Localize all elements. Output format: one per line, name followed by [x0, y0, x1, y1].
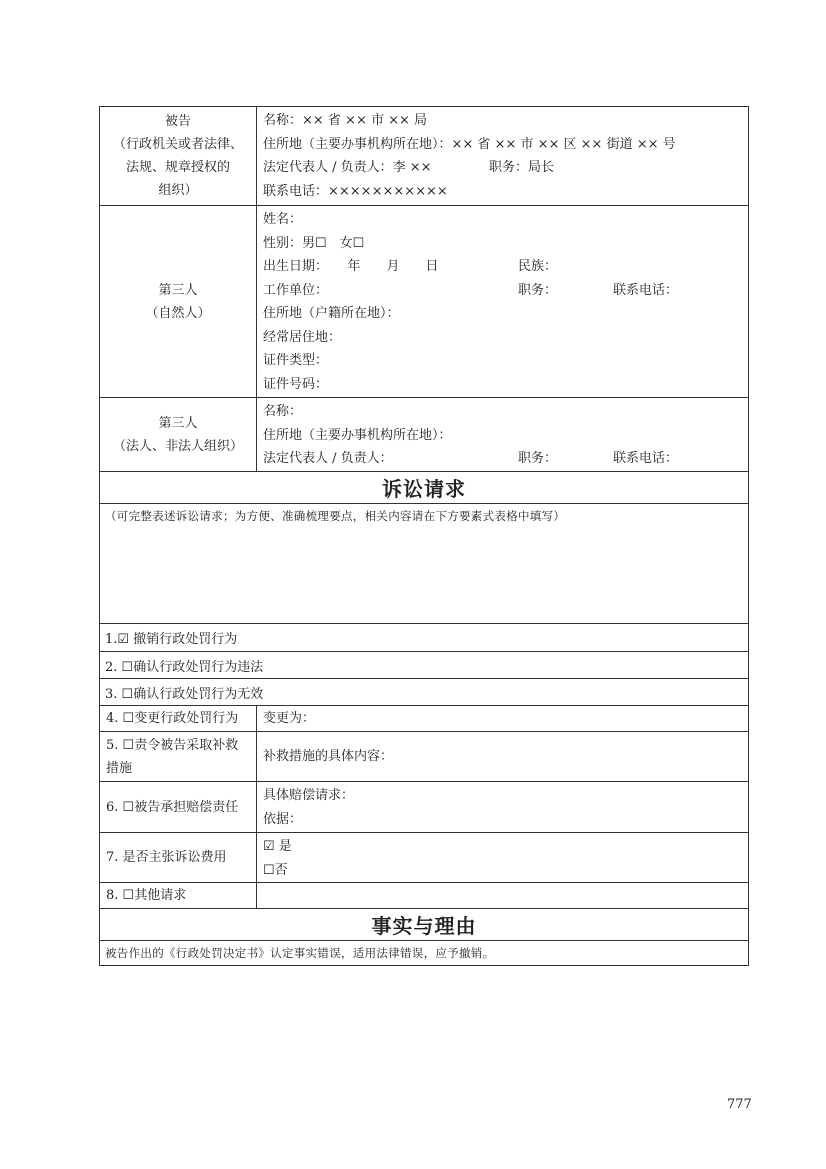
claim-6-row [100, 781, 748, 832]
third-natural-details [257, 206, 748, 397]
defendant-position: 职务：局长 [489, 160, 555, 175]
claim-6: 6. ☐被告承担赔偿责任 [100, 782, 257, 832]
claim-2: 2. ☐确认行政处罚行为违法 [105, 659, 264, 675]
third-natural-gender: 性别：男☐ 女☐ [263, 235, 365, 251]
page-number: 777 [727, 1097, 752, 1112]
defendant-address: 住所地（主要办事机构所在地）：×× 省 ×× 市 ×× 区 ×× 街道 ×× 号 [263, 136, 676, 152]
third-natural-id-no: 证件号码： [263, 376, 329, 392]
facts-title: 事实与理由 [100, 908, 748, 940]
claim-7-yes: ☑ 是 [263, 839, 292, 854]
claim-5-detail: 补救措施的具体内容： [263, 748, 394, 764]
complaint-form-table [99, 106, 749, 966]
claim-3: 3. ☐确认行政处罚行为无效 [105, 686, 264, 702]
third-natural-ethnic: 民族： [518, 259, 558, 274]
third-natural-birth: 出生日期： 年 月 日 [263, 259, 439, 274]
third-natural-residence: 经常居住地： [263, 329, 342, 345]
third-legal-rep: 法定代表人 / 负责人： [263, 451, 393, 466]
claim-5: 5. ☐责令被告采取补救 措施 [100, 732, 257, 781]
third-natural-address: 住所地（户籍所在地）： [263, 306, 400, 321]
third-natural-position: 职务： [518, 282, 558, 298]
defendant-phone: 联系电话：××××××××××× [263, 183, 448, 199]
third-natural-label: 第三人 （自然人） [100, 206, 257, 397]
claim-1-row [100, 623, 748, 651]
defendant-rep: 法定代表人 / 负责人：李 ×× [263, 160, 432, 175]
claim-4: 4. ☐变更行政处罚行为 [100, 706, 257, 731]
claims-note: （可完整表述诉讼请求；为方便、准确梳理要点，相关内容请在下方要素式表格中填写） [105, 509, 566, 523]
claim-7-options [257, 833, 748, 882]
third-legal-details [257, 398, 748, 471]
defendant-label: 被告 （行政机关或者法律、 法规、规章授权的 组织） [100, 107, 257, 205]
third-legal-position: 职务： [518, 451, 558, 466]
third-natural-id-type: 证件类型： [263, 353, 329, 368]
claim-7: 7. 是否主张诉讼费用 [100, 833, 257, 882]
third-natural-phone: 联系电话： [613, 282, 679, 298]
third-legal-label: 第三人 （法人、非法人组织） [100, 398, 257, 471]
third-legal-address: 住所地（主要办事机构所在地）： [263, 427, 452, 443]
facts-text: 被告作出的《行政处罚决定书》认定事实错误，适用法律错误，应予撤销。 [105, 946, 495, 960]
claim-3-row [100, 678, 748, 705]
claim-5-row [100, 731, 748, 781]
defendant-row [100, 107, 748, 205]
third-natural-work: 工作单位： [263, 282, 329, 298]
facts-row [100, 940, 748, 965]
claims-title: 诉讼请求 [100, 471, 748, 503]
claim-1: 1.☑ 撤销行政处罚行为 [105, 632, 238, 647]
claim-7-row [100, 832, 748, 882]
third-party-legal-row [100, 397, 748, 471]
claim-2-row [100, 651, 748, 678]
claim-8: 8. ☐其他请求 [100, 883, 257, 908]
claim-8-row [100, 882, 748, 908]
third-party-natural-row [100, 205, 748, 397]
claim-6-detail: 具体赔偿请求： 依据： [263, 788, 355, 827]
claim-4-detail: 变更为： [263, 710, 316, 726]
claim-4-row [100, 705, 748, 731]
claim-8-detail [257, 883, 748, 908]
defendant-name: 名称：×× 省 ×× 市 ×× 局 [263, 113, 428, 128]
third-legal-phone: 联系电话： [613, 451, 679, 466]
claims-note-row [100, 503, 748, 623]
claim-7-no: ☐否 [263, 862, 288, 878]
third-legal-name: 名称： [263, 404, 303, 419]
defendant-details [257, 107, 748, 205]
third-natural-name: 姓名： [263, 212, 303, 227]
